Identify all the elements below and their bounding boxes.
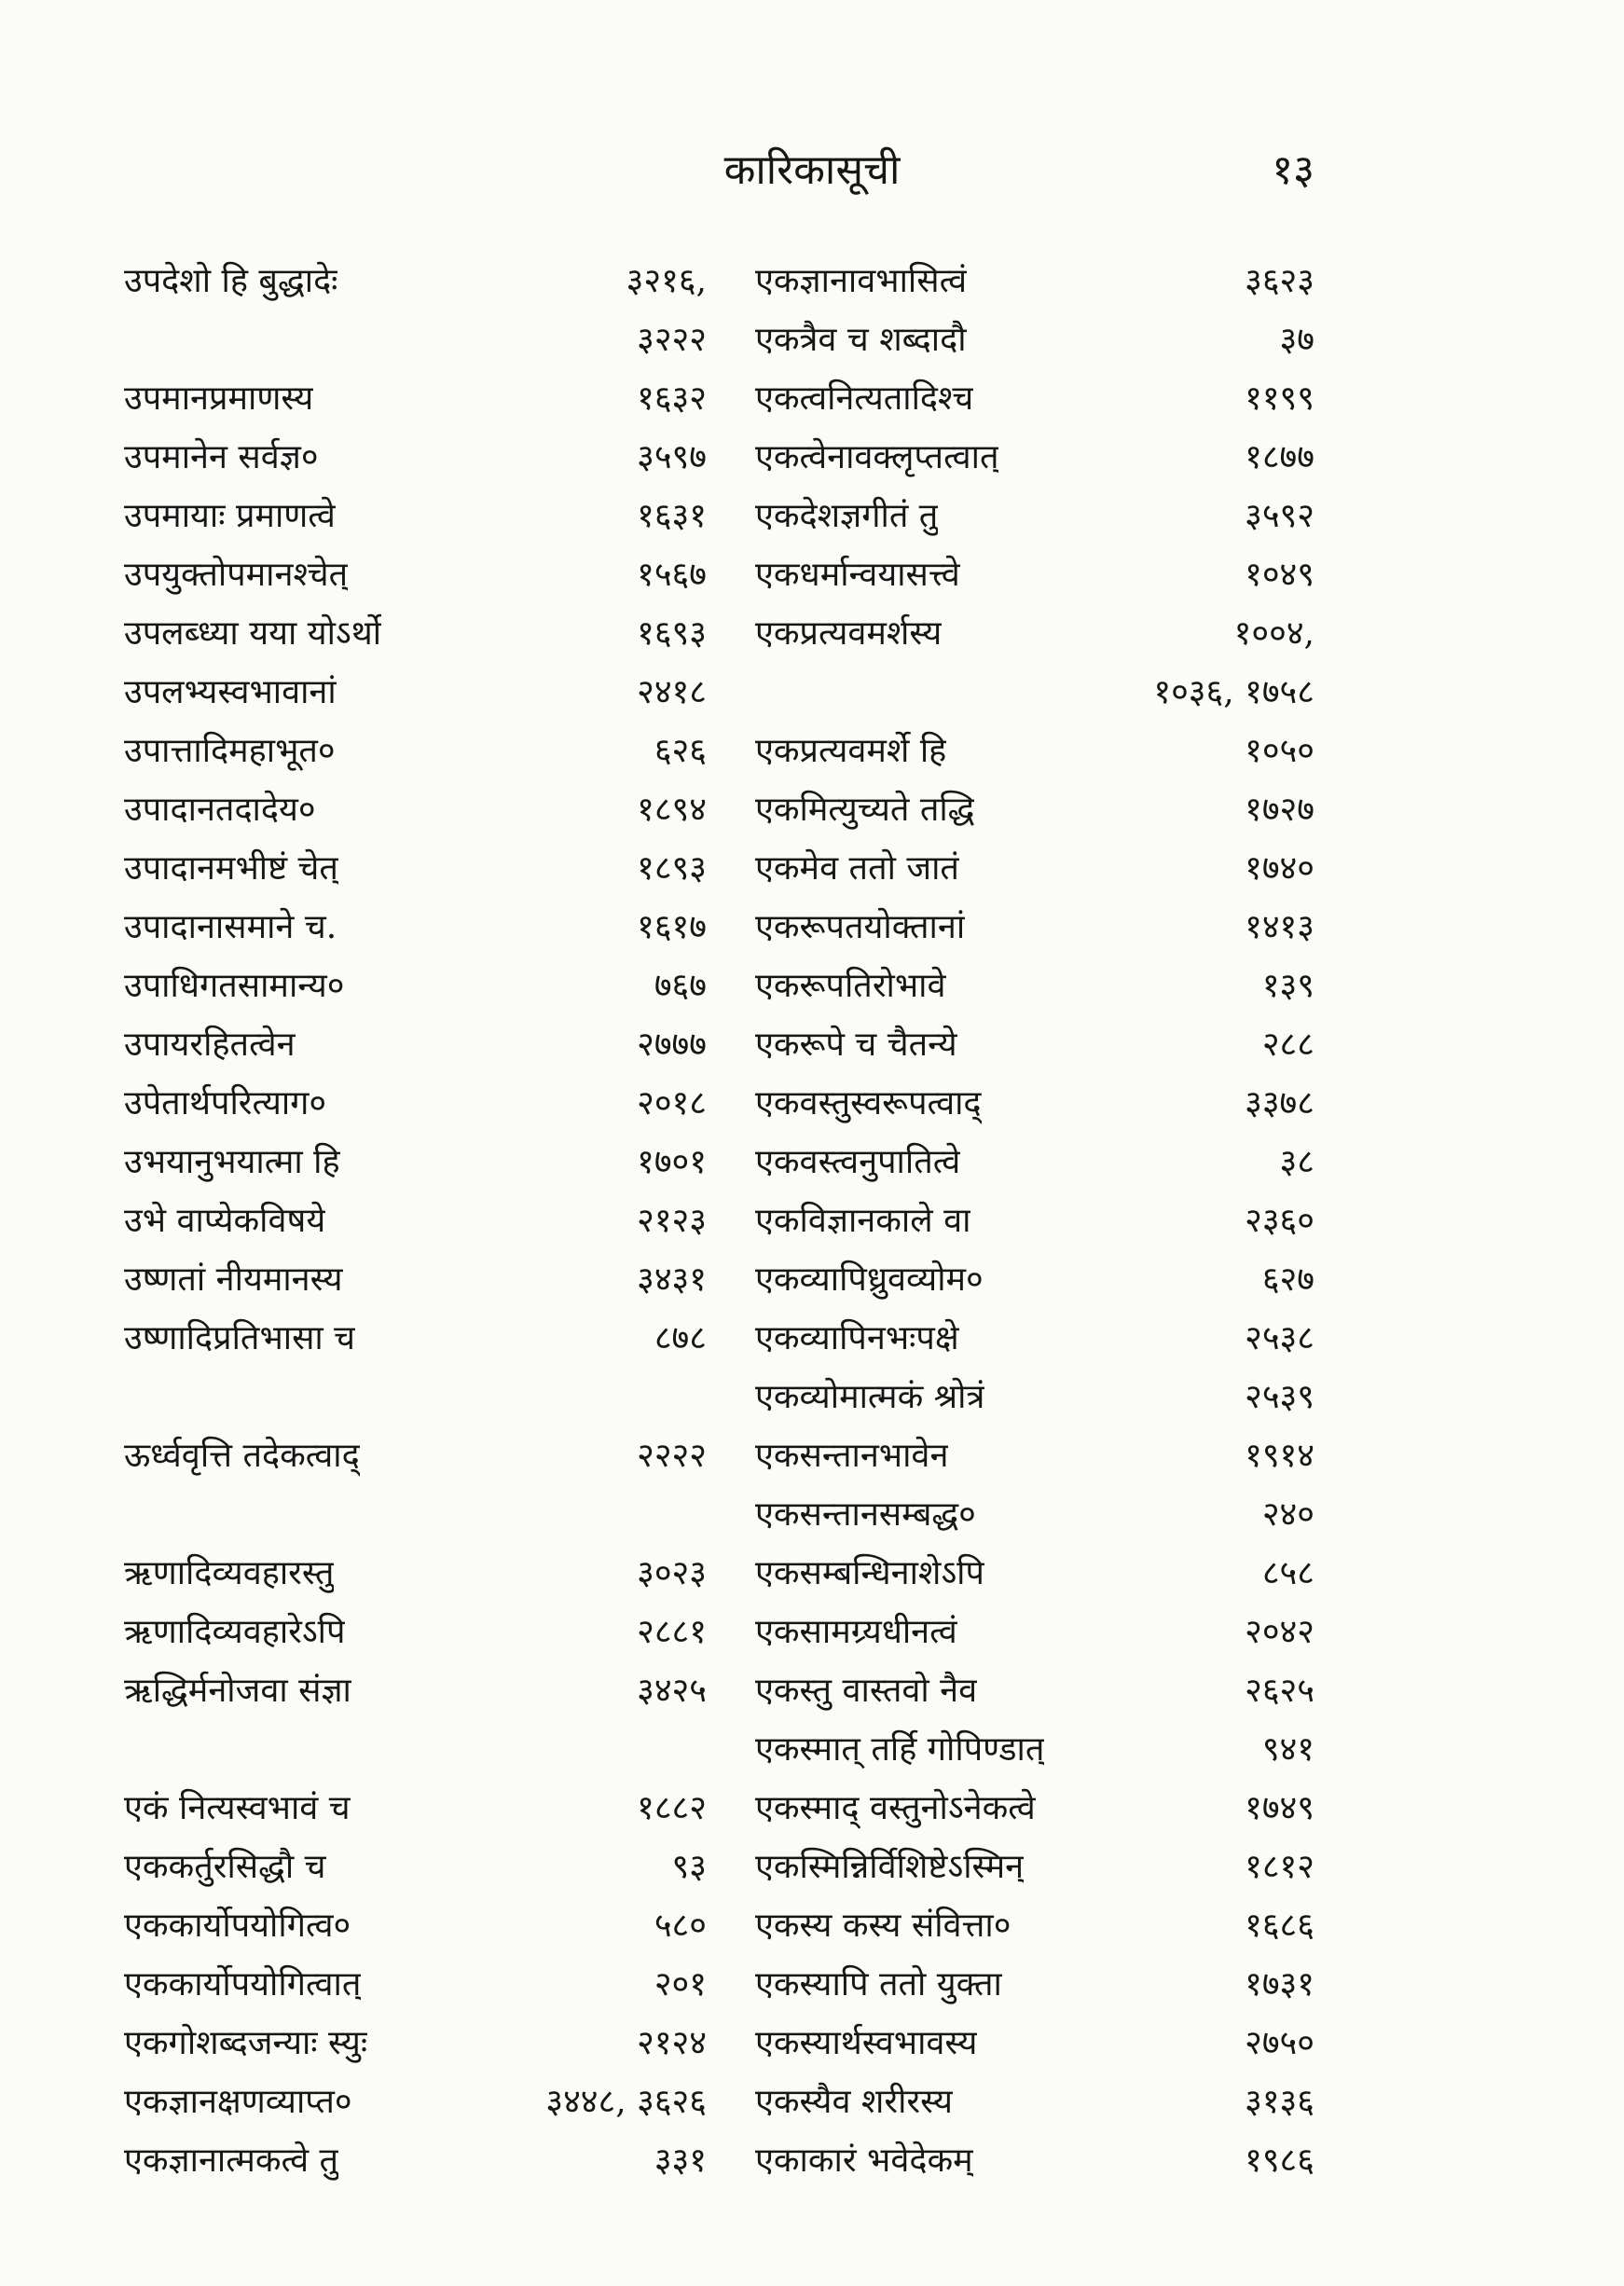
- karika-number: २२२२: [637, 1437, 707, 1475]
- karika-term: एकरूपे च चैतन्ये: [755, 1026, 957, 1064]
- index-entry: [124, 2129, 707, 2188]
- index-entry: [755, 544, 1314, 602]
- karika-term: उपदेशो हि बुद्धादेः: [124, 262, 338, 300]
- karika-number: २४०: [1261, 1495, 1314, 1534]
- karika-term: एकत्वनित्यतादिश्च: [755, 379, 974, 418]
- karika-term: उपाधिगतसामान्य०: [124, 967, 345, 1005]
- index-entry: [124, 1483, 707, 1542]
- karika-term: एककर्तुरसिद्धौ च: [124, 1848, 326, 1886]
- karika-term: एकधर्मान्वयासत्त्वे: [755, 556, 960, 594]
- karika-term: एकमेव ततो जातं: [755, 849, 959, 888]
- karika-number: १८१२: [1245, 1848, 1314, 1886]
- karika-number: २८८: [1261, 1026, 1314, 1064]
- karika-term: उपायरहितत्वेन: [124, 1026, 296, 1064]
- karika-number: १९८६: [1245, 2141, 1314, 2180]
- karika-number: १७०१: [637, 1143, 707, 1181]
- karika-number: ३१३६: [1245, 2083, 1314, 2121]
- karika-term: एकसम्बन्धिनाशेऽपि: [755, 1554, 984, 1592]
- karika-number: ७६७: [654, 967, 707, 1005]
- index-entry: [755, 661, 1314, 720]
- index-entry: [124, 1953, 707, 2012]
- index-entry: [755, 485, 1314, 544]
- index-entry: [124, 1307, 707, 1366]
- index-entry: [124, 1013, 707, 1072]
- karika-number: २६२५: [1245, 1672, 1314, 1710]
- karika-term: उपमानप्रमाणस्य: [124, 379, 314, 418]
- karika-term: एकज्ञानात्मकत्वे तु: [124, 2141, 339, 2180]
- karika-term: एकस्मात् तर्हि गोपिण्डात्: [755, 1730, 1045, 1769]
- karika-number: ३५९७: [637, 438, 707, 476]
- index-entry: [755, 1190, 1314, 1248]
- index-entry: [755, 1366, 1314, 1425]
- karika-term: उष्णादिप्रतिभासा च: [124, 1319, 356, 1357]
- index-entry: [124, 2012, 707, 2071]
- index-entry: [124, 720, 707, 778]
- index-entry: [124, 896, 707, 955]
- karika-term: एकस्तु वास्तवो नैव: [755, 1672, 978, 1710]
- karika-number: ३५९२: [1245, 497, 1314, 535]
- index-entry: [755, 1659, 1314, 1718]
- karika-number: १८७७: [1245, 438, 1314, 476]
- index-entry: [124, 837, 707, 896]
- index-entry: [755, 309, 1314, 367]
- index-entry: [755, 1013, 1314, 1072]
- karika-number: १६८६: [1245, 1907, 1314, 1945]
- index-entry: [124, 1718, 707, 1777]
- page-number: १३: [1272, 146, 1314, 194]
- index-entry: [755, 1542, 1314, 1601]
- karika-term: एकव्यापिनभःपक्षे: [755, 1319, 959, 1357]
- karika-term: एकज्ञानक्षणव्याप्त०: [124, 2083, 352, 2121]
- karika-term: उपादानासमाने च.: [124, 908, 337, 946]
- karika-number: १७४०: [1245, 849, 1314, 888]
- index-entry: [755, 720, 1314, 778]
- index-column-right: [755, 250, 1314, 2188]
- karika-number: १०४९: [1245, 556, 1314, 594]
- karika-number: ८७८: [654, 1319, 707, 1357]
- karika-number: १०३६, १७५८: [1153, 673, 1314, 711]
- karika-number: २०१८: [637, 1084, 707, 1122]
- karika-term: एकस्यैव शरीरस्य: [755, 2083, 954, 2121]
- index-entry: [124, 602, 707, 661]
- karika-number: २७५०: [1245, 2024, 1314, 2062]
- index-entry: [755, 1483, 1314, 1542]
- karika-term: एकरूपतयोक्तानां: [755, 908, 966, 946]
- index-entry: [124, 544, 707, 602]
- index-entry: [755, 2129, 1314, 2188]
- karika-number: २०४२: [1245, 1613, 1314, 1651]
- karika-number: १८९३: [637, 849, 707, 888]
- karika-term: एकगोशब्दजन्याः स्युः: [124, 2024, 368, 2062]
- index-entry: [755, 1601, 1314, 1659]
- karika-term: उपात्तादिमहाभूत०: [124, 732, 336, 770]
- index-entry: [124, 778, 707, 837]
- index-entry: [124, 1366, 707, 1425]
- karika-term: एकमित्युच्यते तद्धि: [755, 791, 975, 829]
- karika-term: उपयुक्तोपमानश्चेत्: [124, 556, 349, 594]
- karika-term: ऋणादिव्यवहारेऽपि: [124, 1613, 346, 1651]
- karika-term: उपलब्ध्या यया योऽर्थो: [124, 614, 382, 653]
- index-entry: [124, 1542, 707, 1601]
- karika-term: उभयानुभयात्मा हि: [124, 1143, 340, 1181]
- karika-number: ३३७८: [1245, 1084, 1314, 1122]
- index-entry: [755, 1307, 1314, 1366]
- karika-term: एकत्वेनावक्लृप्तत्वात्: [755, 438, 999, 476]
- karika-term: एकसन्तानभावेन: [755, 1437, 949, 1475]
- karika-number: ३२२२: [637, 321, 707, 359]
- index-entry: [755, 1777, 1314, 1836]
- index-entry: [755, 2012, 1314, 2071]
- index-column-left: [124, 250, 707, 2188]
- index-entry: [755, 250, 1314, 309]
- karika-number: ३७: [1279, 321, 1314, 359]
- karika-number: ३०२३: [637, 1554, 707, 1592]
- index-entry: [124, 485, 707, 544]
- karika-term: एकत्रैव च शब्दादौ: [755, 321, 967, 359]
- index-entry: [124, 2071, 707, 2129]
- karika-term: ऋणादिव्यवहारस्तु: [124, 1554, 335, 1592]
- index-entry: [124, 1072, 707, 1131]
- karika-number: ९३: [671, 1848, 707, 1886]
- karika-term: उपमायाः प्रमाणत्वे: [124, 497, 336, 535]
- index-entry: [124, 1894, 707, 1953]
- index-entry: [124, 250, 707, 309]
- karika-term: एकविज्ञानकाले वा: [755, 1202, 971, 1240]
- index-entry: [755, 426, 1314, 485]
- page-title: कारिकासूची: [723, 146, 901, 194]
- index-entry: [124, 1190, 707, 1248]
- karika-number: १९१४: [1245, 1437, 1314, 1475]
- index-entry: [124, 367, 707, 426]
- karika-number: ३४३१: [637, 1260, 707, 1299]
- karika-number: ३६२३: [1245, 262, 1314, 300]
- karika-number: १६३२: [637, 379, 707, 418]
- karika-number: ३२१६,: [626, 262, 707, 300]
- karika-number: २१२३: [637, 1202, 707, 1240]
- karika-number: २०१: [654, 1965, 707, 2004]
- karika-term: उपलभ्यस्वभावानां: [124, 673, 337, 711]
- index-entry: [124, 1131, 707, 1190]
- karika-term: एकसन्तानसम्बद्ध०: [755, 1495, 976, 1534]
- index-entry: [755, 955, 1314, 1013]
- index-entry: [124, 1659, 707, 1718]
- karika-term: एकाकारं भवेदेकम्: [755, 2141, 973, 2180]
- index-entry: [124, 1425, 707, 1483]
- karika-number: ११९९: [1245, 379, 1314, 418]
- index-entry: [755, 1072, 1314, 1131]
- karika-term: उभे वाप्येकविषये: [124, 1202, 326, 1240]
- karika-number: ३३१: [654, 2141, 707, 2180]
- karika-number: १६३१: [637, 497, 707, 535]
- karika-number: २८८१: [637, 1613, 707, 1651]
- karika-term: एकस्मिन्निर्विशिष्टेऽस्मिन्: [755, 1848, 1025, 1886]
- karika-number: २३६०: [1245, 1202, 1314, 1240]
- karika-term: एकवस्तुस्वरूपत्वाद्: [755, 1084, 982, 1122]
- karika-term: एकस्यापि ततो युक्ता: [755, 1965, 1002, 2004]
- karika-term: एकस्माद् वस्तुनोऽनेकत्वे: [755, 1789, 1036, 1827]
- index-entry: [124, 426, 707, 485]
- karika-number: १००४,: [1233, 614, 1314, 653]
- karika-number: १०५०: [1245, 732, 1314, 770]
- karika-number: १४१३: [1245, 908, 1314, 946]
- karika-term: उपादानमभीष्टं चेत्: [124, 849, 338, 888]
- index-entry: [755, 367, 1314, 426]
- index-entry: [755, 602, 1314, 661]
- index-entry: [755, 778, 1314, 837]
- karika-term: उष्णतां नीयमानस्य: [124, 1260, 343, 1299]
- karika-number: १६१७: [637, 908, 707, 946]
- karika-number: २५३८: [1245, 1319, 1314, 1357]
- index-entry: [755, 1425, 1314, 1483]
- index-entry: [755, 1131, 1314, 1190]
- karika-number: २५३९: [1245, 1378, 1314, 1416]
- karika-number: १६९३: [637, 614, 707, 653]
- karika-term: एकदेशज्ञगीतं तु: [755, 497, 939, 535]
- karika-term: एकस्यार्थस्वभावस्य: [755, 2024, 978, 2062]
- karika-term: एकप्रत्यवमर्शस्य: [755, 614, 943, 653]
- index-entry: [755, 1894, 1314, 1953]
- index-entry: [755, 1718, 1314, 1777]
- index-entry: [124, 661, 707, 720]
- karika-term: एकप्रत्यवमर्शे हि: [755, 732, 947, 770]
- karika-number: १७३१: [1245, 1965, 1314, 2004]
- karika-number: २७७७: [637, 1026, 707, 1064]
- karika-term: ऋद्धिर्मनोजवा संज्ञा: [124, 1672, 351, 1710]
- karika-term: एकज्ञानावभासित्वं: [755, 262, 968, 300]
- karika-number: १५६७: [637, 556, 707, 594]
- karika-term: ऊर्ध्ववृत्ति तदेकत्वाद्: [124, 1437, 360, 1475]
- karika-term: उपमानेन सर्वज्ञ०: [124, 438, 319, 476]
- karika-number: १८९४: [637, 791, 707, 829]
- karika-number: ३८: [1279, 1143, 1314, 1181]
- index-entry: [124, 1777, 707, 1836]
- index-entry: [124, 1248, 707, 1307]
- karika-term: एकरूपतिरोभावे: [755, 967, 946, 1005]
- karika-term: उपेतार्थपरित्याग०: [124, 1084, 327, 1122]
- karika-number: २१२४: [637, 2024, 707, 2062]
- karika-term: उपादानतदादेय०: [124, 791, 316, 829]
- karika-number: ६२६: [654, 732, 707, 770]
- karika-number: ३४४८, ३६२६: [545, 2083, 707, 2121]
- karika-number: ९४१: [1261, 1730, 1314, 1769]
- karika-term: एकसामग्र्यधीनत्वं: [755, 1613, 957, 1651]
- karika-number: १३९: [1261, 967, 1314, 1005]
- karika-term: एककार्योपयोगित्व०: [124, 1907, 351, 1945]
- index-entry: [755, 2071, 1314, 2129]
- index-entry: [124, 309, 707, 367]
- index-entry: [124, 1601, 707, 1659]
- karika-term: एकवस्त्वनुपातित्वे: [755, 1143, 961, 1181]
- index-entry: [755, 896, 1314, 955]
- index-entry: [124, 955, 707, 1013]
- index-entry: [124, 1836, 707, 1894]
- index-entry: [755, 1953, 1314, 2012]
- karika-term: एकं नित्यस्वभावं च: [124, 1789, 351, 1827]
- karika-term: एकव्यापिध्रुवव्योम०: [755, 1260, 984, 1299]
- karika-number: २४१८: [637, 673, 707, 711]
- karika-term: एककार्योपयोगित्वात्: [124, 1965, 362, 2004]
- index-entry: [755, 1248, 1314, 1307]
- karika-number: ८५८: [1261, 1554, 1314, 1592]
- index-entry: [755, 1836, 1314, 1894]
- karika-number: १८८२: [637, 1789, 707, 1827]
- karika-number: १७४९: [1245, 1789, 1314, 1827]
- karika-term: एकस्य कस्य संवित्ता०: [755, 1907, 1012, 1945]
- karika-number: ६२७: [1261, 1260, 1314, 1299]
- index-entry: [755, 837, 1314, 896]
- karika-number: १७२७: [1245, 791, 1314, 829]
- karika-number: ५८०: [654, 1907, 707, 1945]
- karika-term: एकव्योमात्मकं श्रोत्रं: [755, 1378, 985, 1416]
- karika-number: ३४२५: [637, 1672, 707, 1710]
